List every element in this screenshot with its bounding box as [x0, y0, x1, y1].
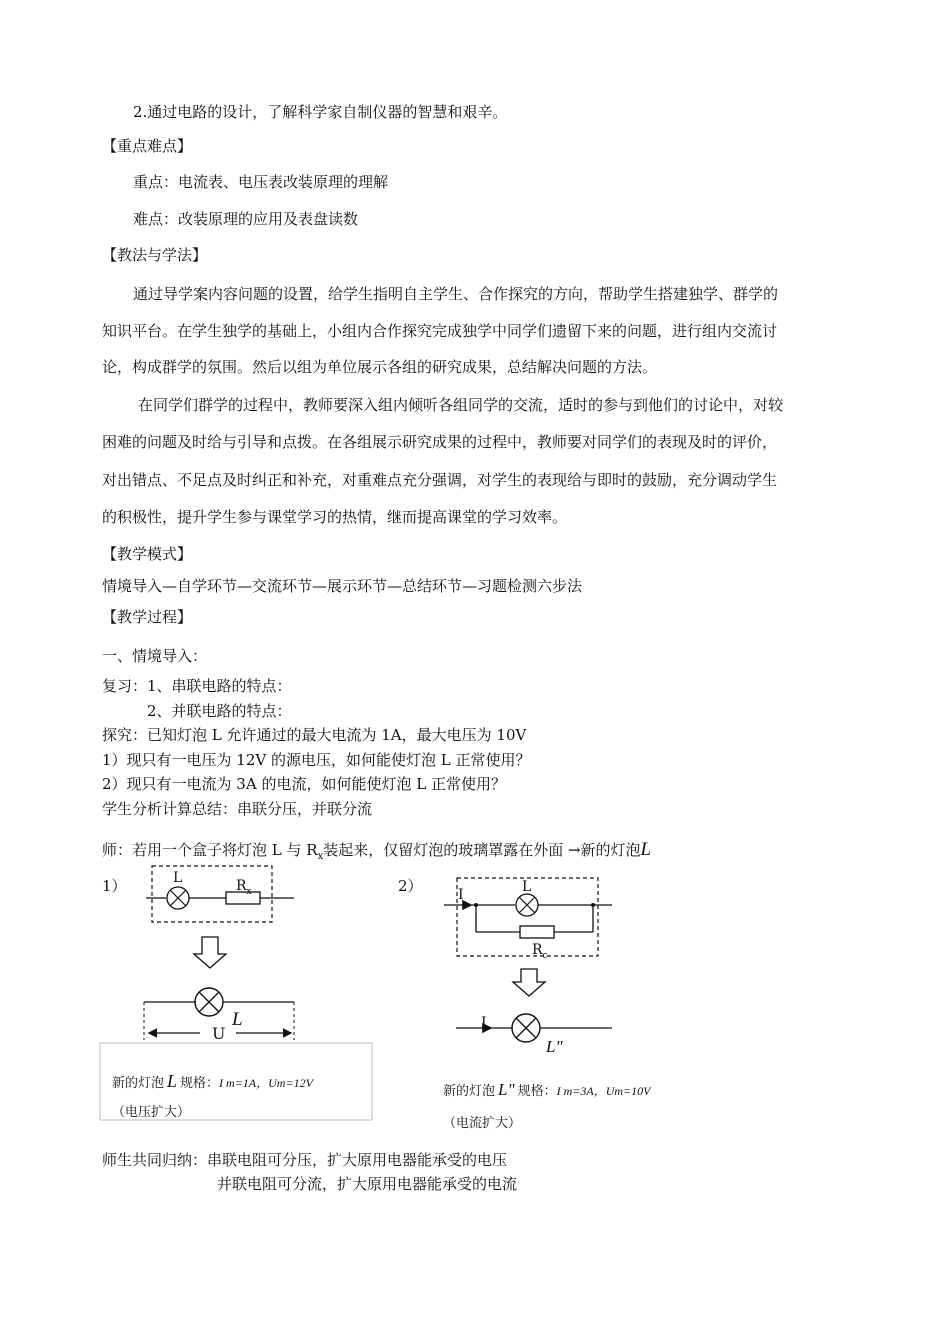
paragraph-line: 的积极性，提升学生参与课堂学习的热情，继而提高课堂的学习效率。 — [102, 508, 568, 526]
paragraph-line: 在同学们群学的过程中，教师要深入组内倾听各组同学的交流，适时的参与到他们的讨论中，对较 — [138, 396, 784, 414]
new-lamp-circuit-2 — [456, 1014, 612, 1042]
difficult-point: 难点：改装原理的应用及表盘读数 — [133, 210, 359, 228]
diagram-1-number: 1） — [102, 877, 127, 895]
question-line: 2）现只有一电流为 3A 的电流，如何能使灯泡 L 正常使用？ — [102, 775, 506, 793]
series-circuit-box — [146, 866, 294, 922]
lamp-label: L — [173, 870, 183, 886]
hollow-down-arrow — [513, 969, 545, 996]
teaching-mode: 情境导入—自学环节—交流环节—展示环节—总结环节—习题检测六步法 — [102, 577, 583, 595]
conclusion-line: 师生共同归纳：串联电阻可分压，扩大原用电器能承受的电压 — [102, 1151, 508, 1169]
paragraph-line: 通过导学案内容问题的设置，给学生指明自主学生、合作探究的方向，帮助学生搭建独学、群学的 — [133, 285, 779, 303]
question-line: 1）现只有一电压为 12V 的源电压，如何能使灯泡 L 正常使用？ — [102, 751, 531, 769]
caption: （电流扩大） — [443, 1116, 522, 1131]
current-label: I — [481, 1015, 487, 1031]
hollow-down-arrow — [194, 937, 226, 968]
paragraph-line: 论，构成群学的氛围。然后以组为单位展示各组的研究成果，总结解决问题的方法。 — [102, 358, 658, 376]
heading-mode: 【教学模式】 — [102, 545, 193, 563]
new-lamp-label: L" — [546, 1037, 563, 1056]
heading-process: 【教学过程】 — [102, 608, 193, 626]
conclusion-line: 并联电阻可分流，扩大原用电器能承受的电流 — [217, 1175, 518, 1193]
heading-methods: 【教法与学法】 — [102, 246, 208, 264]
spec-line: 新的灯泡 L" 规格：I m=3A，Um=10V — [443, 1080, 651, 1099]
review-line: 2、并联电路的特点： — [147, 702, 292, 720]
new-lamp-label: L — [232, 1009, 243, 1030]
summary-line: 学生分析计算总结：串联分压，并联分流 — [102, 800, 373, 818]
lamp-label: L — [522, 879, 532, 895]
diagram-2-number: 2） — [398, 877, 423, 895]
spec-line: 新的灯泡 L 规格：I m=1A，Um=12V — [112, 1071, 313, 1091]
explore-line: 探究：已知灯泡 L 允许通过的最大电流为 1A，最大电压为 10V — [102, 726, 527, 744]
voltage-label: U — [212, 1024, 226, 1043]
resistor-label: $R_x$ — [236, 878, 252, 897]
paragraph-line: 知识平台。在学生独学的基础上，小组内合作探究完成独学中同学们遗留下来的问题，进行组内交流讨 — [102, 322, 778, 340]
caption: （电压扩大） — [112, 1105, 191, 1120]
heading-keypoints: 【重点难点】 — [102, 137, 193, 155]
review-line: 复习：1、串联电路的特点： — [102, 677, 292, 695]
paragraph-line: 对出错点、不足点及时纠正和补充，对重难点充分强调，对学生的表现给与即时的鼓励，充分调动学生 — [102, 471, 778, 489]
section-title: 一、情境导入： — [102, 647, 208, 665]
paragraph-line: 困难的问题及时给与引导和点拨。在各组展示研究成果的过程中，教师要对同学们的表现及时的评价， — [102, 433, 778, 451]
resistor-label: $R_c$ — [532, 942, 548, 961]
teacher-line: 师：若用一个盒子将灯泡 L 与 $R_x$装起来，仅留灯泡的玻璃罩露在外面 →新的灯泡L — [102, 839, 652, 862]
current-label: I — [458, 887, 464, 903]
goal-line: 2.通过电路的设计，了解科学家自制仪器的智慧和艰辛。 — [133, 103, 508, 121]
key-point: 重点：电流表、电压表改装原理的理解 — [133, 173, 389, 191]
